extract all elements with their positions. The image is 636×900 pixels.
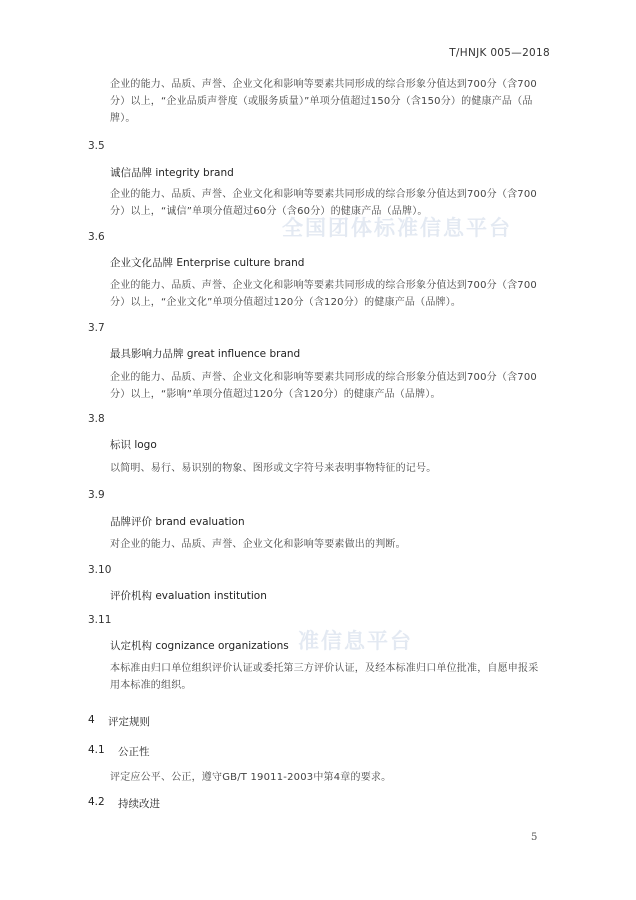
watermark-upper: 全国团体标准信息平台	[282, 216, 512, 240]
clause-number-3-7: 3.7	[88, 322, 105, 334]
term-great-influence-brand: 最具影响力品牌 great influence brand	[110, 348, 301, 360]
section-title-4-1: 公正性	[118, 746, 150, 758]
clause-number-3-9: 3.9	[88, 489, 105, 501]
watermark-lower: 准信息平台	[298, 629, 413, 653]
clause-number-3-11: 3.11	[88, 614, 112, 626]
definition-3-7: 企业的能力、品质、声誉、企业文化和影响等要素共同形成的综合形象分值达到700分（含700分）以上，“影响”单项分值超过120分（含120分）的健康产品（品牌）。	[110, 372, 537, 400]
definition-3-11: 本标准由归口单位组织评价认证或委托第三方评价认证，及经本标准归口单位批准，自愿申报采用本标准的组织。	[110, 663, 539, 691]
intro-paragraph: 企业的能力、品质、声誉、企业文化和影响等要素共同形成的综合形象分值达到700分（含700分）以上，“企业品质声誉度（或服务质量）”单项分值超过150分（含150分）的健康产品（品牌）。	[110, 79, 537, 124]
clause-number-3-5: 3.5	[88, 140, 105, 152]
definition-3-5: 企业的能力、品质、声誉、企业文化和影响等要素共同形成的综合形象分值达到700分（含700分）以上，“诚信”单项分值超过60分（含60分）的健康产品（品牌）。	[110, 189, 537, 217]
term-enterprise-culture-brand: 企业文化品牌 Enterprise culture brand	[110, 257, 305, 269]
definition-3-9: 对企业的能力、品质、声誉、企业文化和影响等要素做出的判断。	[110, 539, 406, 550]
term-evaluation-institution: 评价机构 evaluation institution	[110, 590, 267, 602]
definition-3-8: 以简明、易行、易识别的物象、图形或文字符号来表明事物特征的记号。	[110, 463, 437, 474]
paragraph-4-1: 评定应公平、公正，遵守GB/T 19011-2003中第4章的要求。	[110, 772, 392, 783]
clause-number-3-6: 3.6	[88, 231, 105, 243]
definition-3-6: 企业的能力、品质、声誉、企业文化和影响等要素共同形成的综合形象分值达到700分（含700分）以上，“企业文化”单项分值超过120分（含120分）的健康产品（品牌）。	[110, 280, 537, 308]
section-number-4: 4	[88, 714, 95, 726]
term-cognizance-organizations: 认定机构 cognizance organizations	[110, 640, 289, 652]
section-title-4: 评定规则	[108, 716, 150, 728]
term-brand-evaluation: 品牌评价 brand evaluation	[110, 516, 245, 528]
section-number-4-1: 4.1	[88, 744, 105, 756]
term-integrity-brand: 诚信品牌 integrity brand	[110, 167, 234, 179]
document-header-id: T/HNJK 005—2018	[449, 47, 550, 59]
section-title-4-2: 持续改进	[118, 798, 160, 810]
page-number: 5	[531, 832, 538, 843]
term-logo: 标识 logo	[110, 439, 157, 451]
clause-number-3-10: 3.10	[88, 564, 112, 576]
clause-number-3-8: 3.8	[88, 413, 105, 425]
section-number-4-2: 4.2	[88, 796, 105, 808]
